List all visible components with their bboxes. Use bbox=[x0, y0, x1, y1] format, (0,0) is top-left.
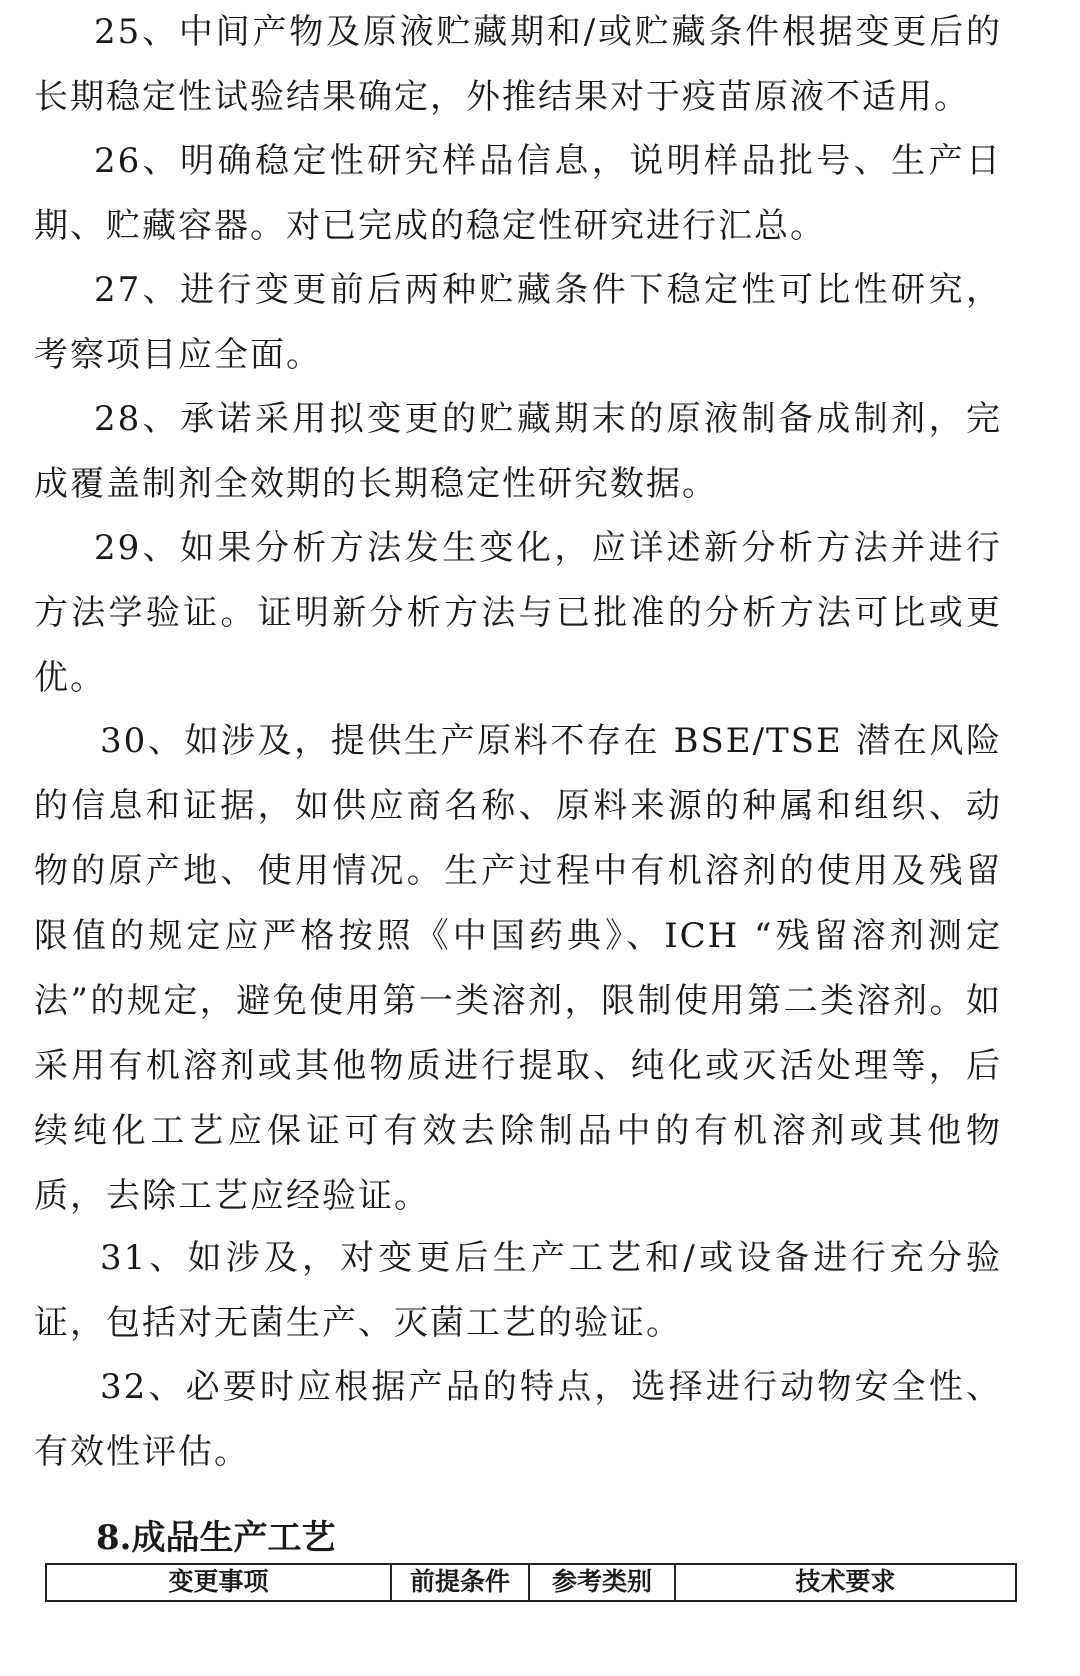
paragraph-31: 31、如涉及，对变更后生产工艺和/或设备进行充分验证，包括对无菌生产、灭菌工艺的验证。 bbox=[34, 1238, 1002, 1343]
paragraph-32: 32、必要时应根据产品的特点，选择进行动物安全性、有效性评估。 bbox=[34, 1367, 1002, 1472]
section-title: 8.成品生产工艺 bbox=[96, 1518, 336, 1558]
paragraph-26: 26、明确稳定性研究样品信息，说明样品批号、生产日期、贮藏容器。对已完成的稳定性研究进行汇总。 bbox=[34, 141, 1002, 246]
table-header-row bbox=[46, 1564, 1016, 1601]
paragraph-29: 29、如果分析方法发生变化，应详述新分析方法并进行方法学验证。证明新分析方法与已批准的分析方法可比或更优。 bbox=[34, 528, 1002, 698]
header-change-item: 变更事项 bbox=[46, 1564, 391, 1601]
paragraph-30: 30、如涉及，提供生产原料不存在 BSE/TSE 潜在风险的信息和证据，如供应商名称、原料来源的种属和组织、动物的原产地、使用情况。生产过程中有机溶剂的使用及残留限值的规定应严格按照《中国药典》、ICH “残留溶剂测定法”的规定，避免使用第一类溶剂，限制使用第二类溶剂。如采用有机溶剂或其他物质进行提取、纯化或灭活处理等，后续纯化工艺应保证可有效去除制品中的有机溶剂或其他物质，去除工艺应经验证。 bbox=[34, 721, 1002, 1216]
paragraph-27: 27、进行变更前后两种贮藏条件下稳定性可比性研究，考察项目应全面。 bbox=[34, 270, 1002, 375]
header-reference-category: 参考类别 bbox=[529, 1564, 675, 1601]
paragraph-28: 28、承诺采用拟变更的贮藏期末的原液制备成制剂，完成覆盖制剂全效期的长期稳定性研究数据。 bbox=[34, 399, 1002, 504]
header-precondition: 前提条件 bbox=[391, 1564, 529, 1601]
change-requirements-table bbox=[45, 1563, 1017, 1602]
paragraph-25: 25、中间产物及原液贮藏期和/或贮藏条件根据变更后的长期稳定性试验结果确定，外推结果对于疫苗原液不适用。 bbox=[34, 12, 1002, 117]
header-technical-requirement: 技术要求 bbox=[675, 1564, 1016, 1601]
